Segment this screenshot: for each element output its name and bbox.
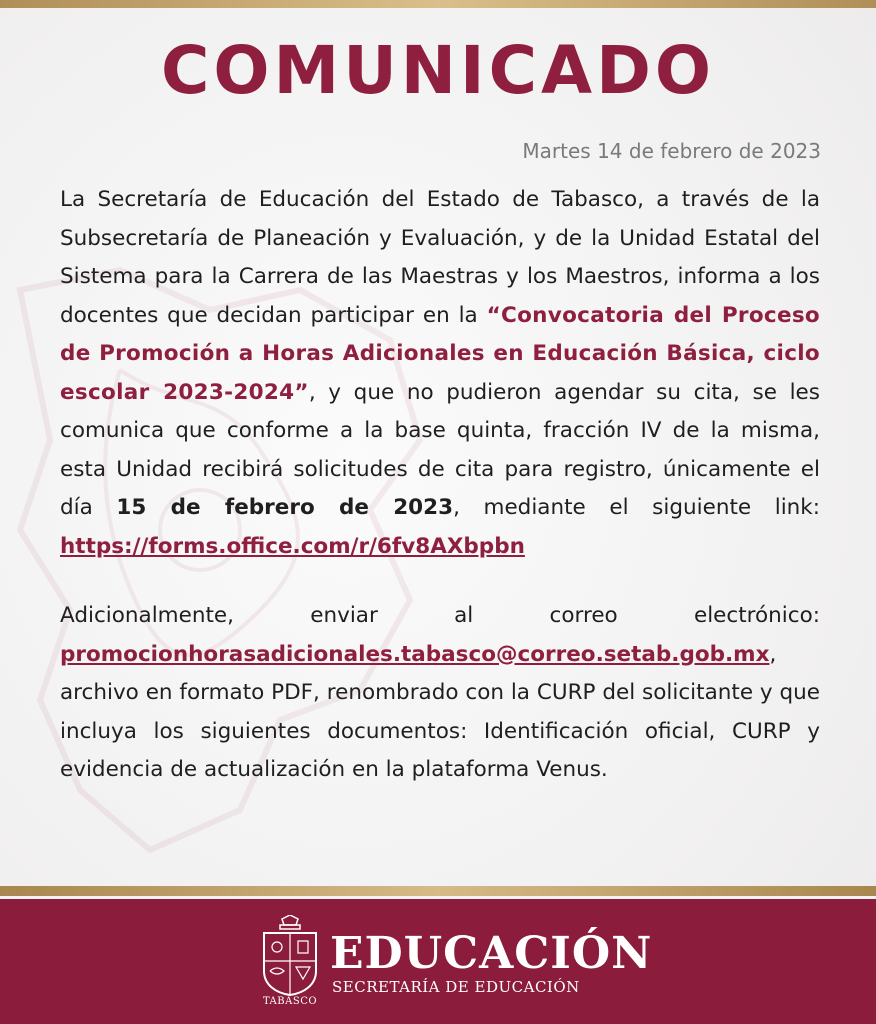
- brand-name: EDUCACIÓN: [330, 928, 653, 979]
- paragraph-text: , archivo en formato PDF, renombrado con la CURP del solicitante y que incluya los siguientes documentos: Identificación oficial, CURP y evidencia de actualización en la plataforma Venus.: [60, 641, 820, 782]
- shield-label: TABASCO: [262, 996, 318, 1007]
- paragraph-text: Adicionalmente, enviar al correo electrónico:: [60, 603, 820, 628]
- footer-gold-border: [0, 886, 876, 896]
- email-link[interactable]: promocionhorasadicionales.tabasco@correo.setab.gob.mx: [60, 641, 770, 667]
- page-title: COMUNICADO: [160, 32, 715, 109]
- forms-link[interactable]: https://forms.office.com/r/6fv8AXbpbn: [60, 533, 525, 559]
- deadline-date: 15 de febrero de 2023: [116, 495, 454, 520]
- footer-divider: [0, 896, 876, 899]
- publication-date: Martes 14 de febrero de 2023: [522, 139, 821, 163]
- paragraph-main: [60, 181, 820, 566]
- paragraph-text: , y que no pudieron agendar su cita, se les comunica que conforme a la base quinta, fracción IV de la misma, esta Unidad recibirá solicitudes de cita para registro, únicamente el día: [60, 379, 820, 520]
- convocatoria-name: “Convocatoria del Proceso de Promoción a Horas Adicionales en Educación Básica, ciclo escolar 2023-2024”: [60, 302, 820, 405]
- top-gold-border: [0, 0, 876, 8]
- tabasco-shield-icon: [258, 915, 322, 1007]
- paragraph-additional: [60, 597, 820, 790]
- announcement-body: [60, 181, 820, 790]
- paragraph-text: , mediante el siguiente link:: [453, 495, 820, 520]
- brand-subtitle: SECRETARÍA DE EDUCACIÓN: [332, 978, 580, 996]
- paragraph-text: La Secretaría de Educación del Estado de Tabasco, a través de la Subsecretaría de Planeación y Evaluación, y de la Unidad Estatal del Sistema para la Carrera de las Maestras y los Maestros, informa a los docentes que decidan participar en la: [60, 187, 820, 328]
